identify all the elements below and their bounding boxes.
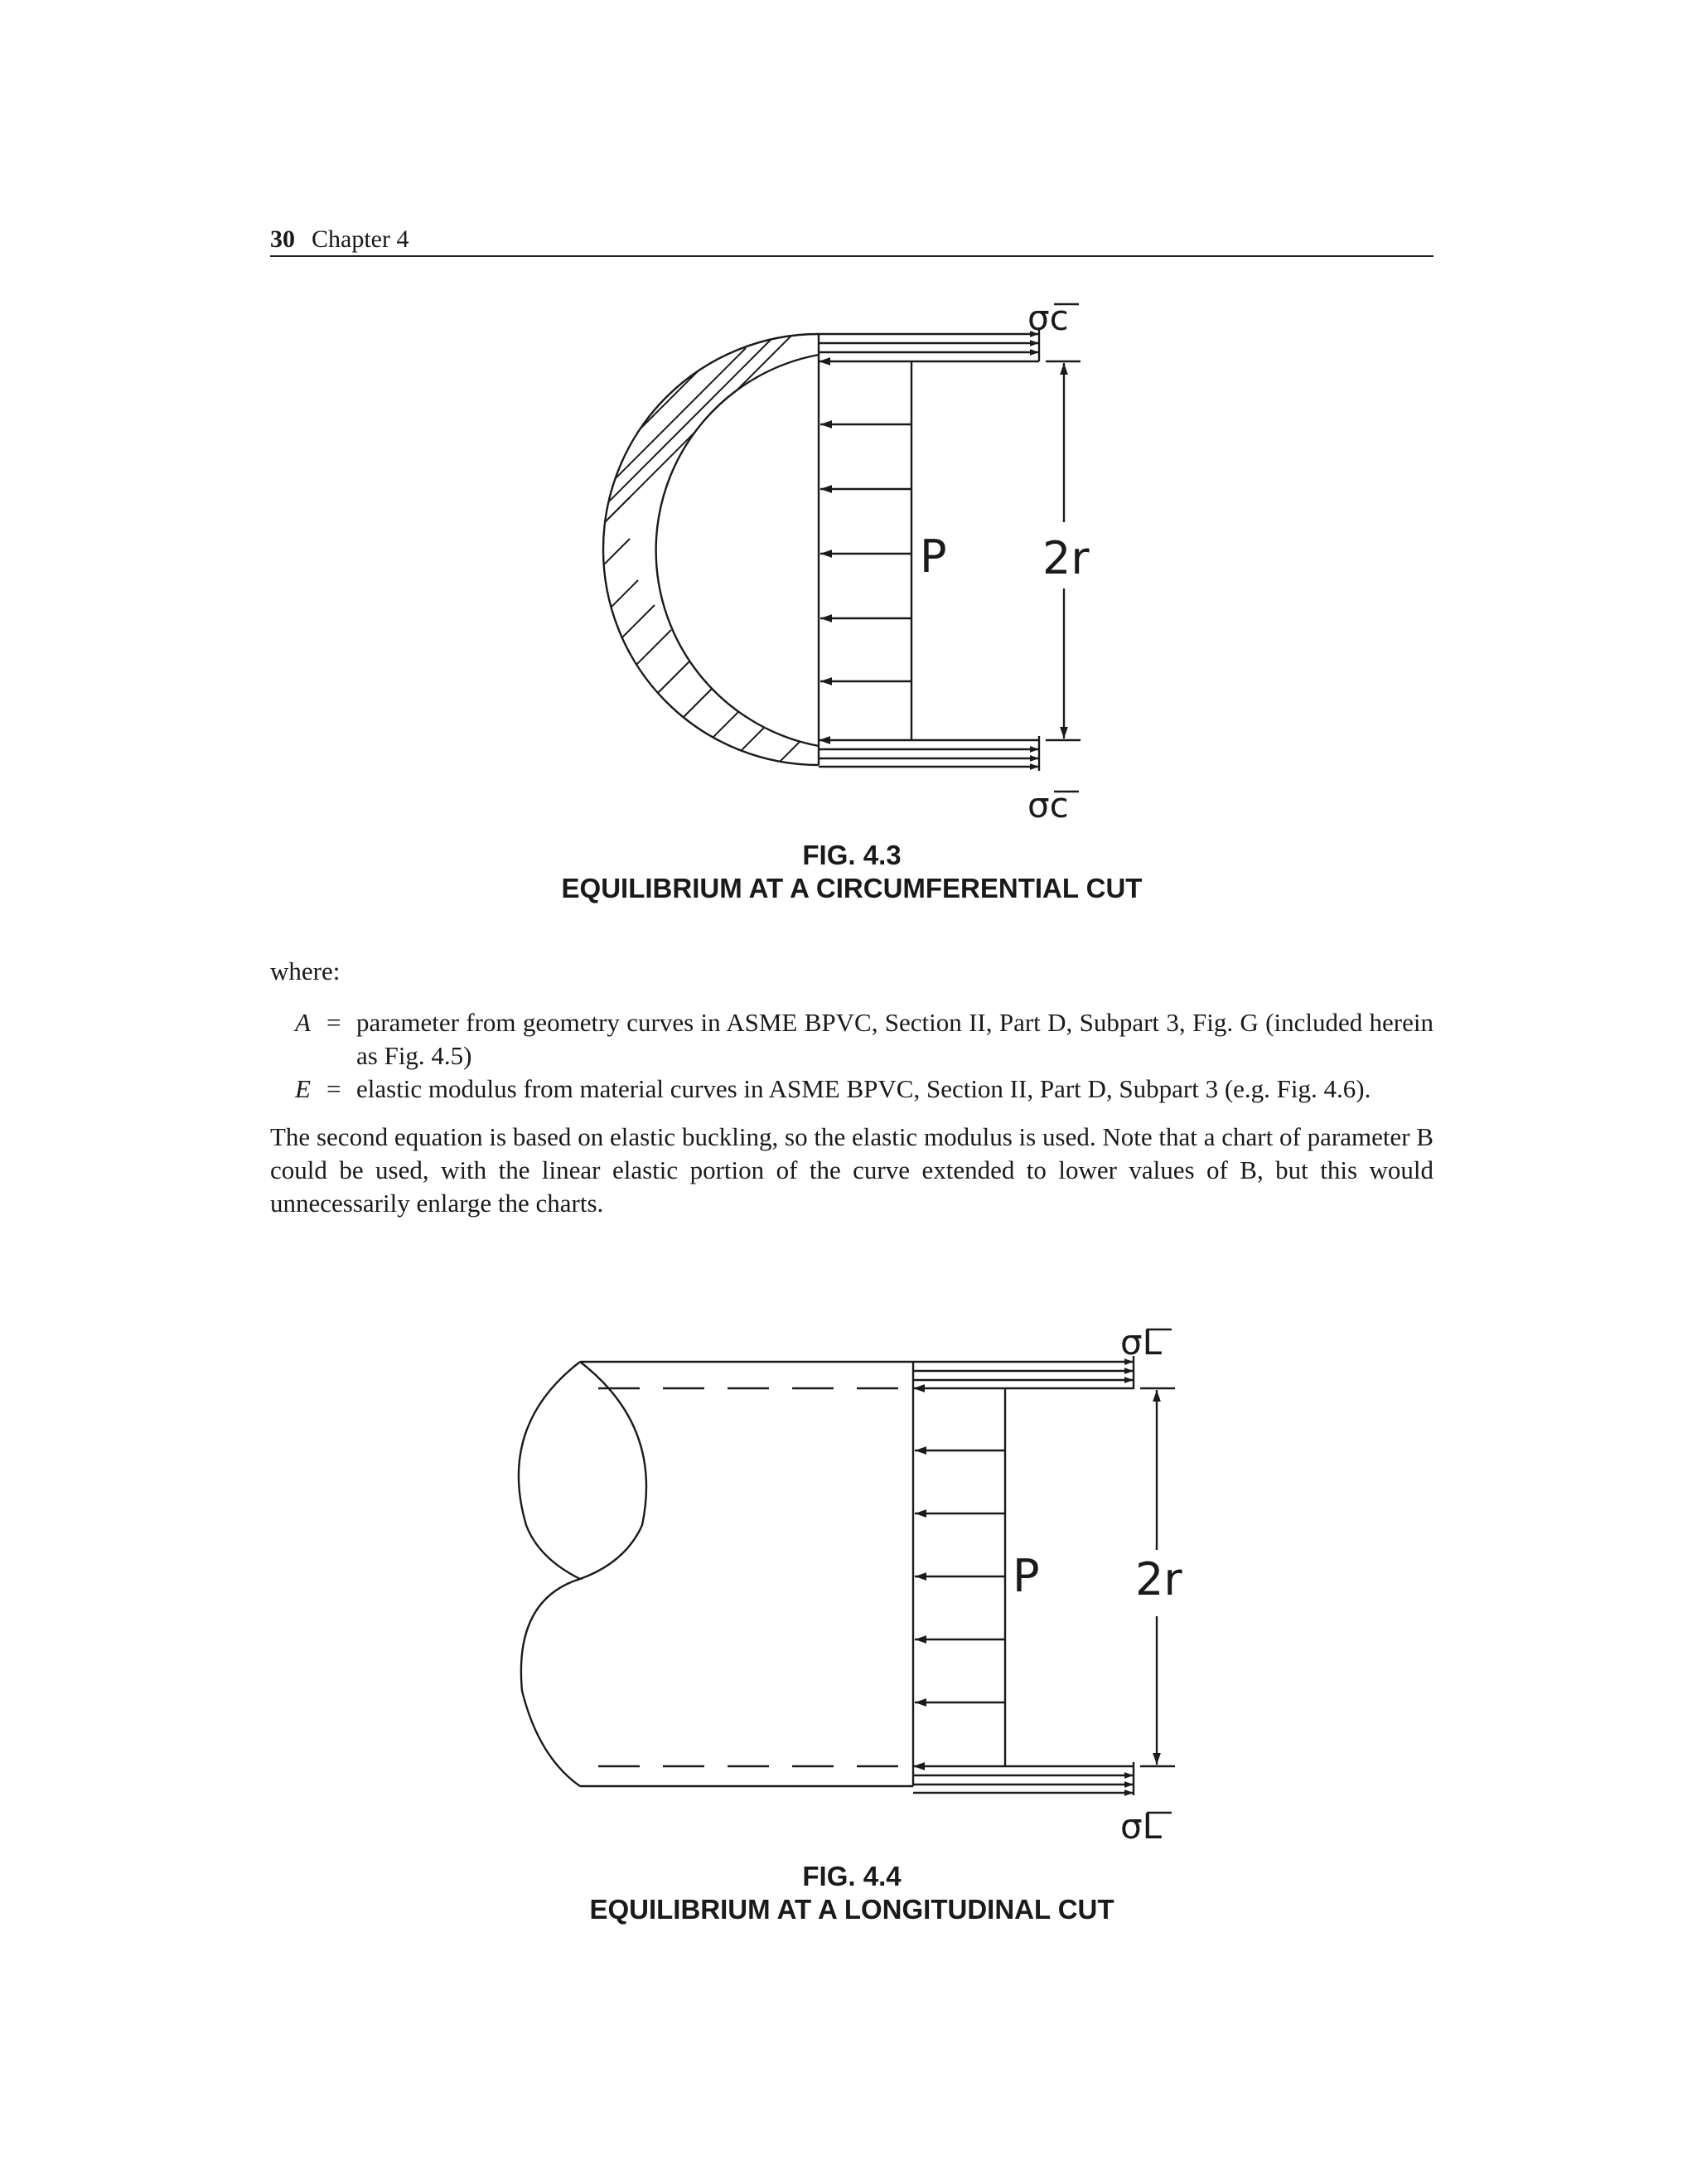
where-label: where: bbox=[270, 956, 341, 985]
diameter-label: 2r bbox=[1135, 1553, 1182, 1605]
fig-4-3-caption bbox=[270, 839, 1434, 905]
fig-4-3-number: FIG. 4.3 bbox=[802, 840, 902, 870]
sigma-c-top-label: σc bbox=[1027, 298, 1069, 338]
fig-4-3-diagram bbox=[0, 0, 1697, 829]
shell-hatching bbox=[539, 315, 812, 775]
definition-equals: = bbox=[326, 1074, 341, 1103]
stress-arrows-bottom bbox=[913, 1762, 1134, 1795]
stress-arrows-top bbox=[819, 327, 1039, 361]
definition-a bbox=[270, 1006, 1434, 1073]
definition-equals: = bbox=[326, 1008, 341, 1037]
chapter-label: Chapter 4 bbox=[312, 225, 409, 253]
definition-symbol: A bbox=[295, 1008, 311, 1037]
fig-4-4-title: EQUILIBRIUM AT A LONGITUDINAL CUT bbox=[589, 1894, 1114, 1925]
definition-symbol: E bbox=[295, 1074, 311, 1103]
stress-arrows-top bbox=[913, 1356, 1134, 1389]
definition-text: elastic modulus from material curves in ASME BPVC, Section II, Part D, Subpart 3 (e.g. Fig. 4.6). bbox=[356, 1074, 1371, 1103]
pressure-label: P bbox=[920, 530, 947, 583]
sigma-l-bottom-label: σL bbox=[1120, 1806, 1163, 1847]
pipe-break-line bbox=[519, 1362, 580, 1786]
body-paragraph: The second equation is based on elastic buckling, so the elastic modulus is used. Note that a chart of parameter B could be used, with the linear elastic portion of the curve extended to lower values of B, but this would unnecessarily enlarge the charts. bbox=[270, 1122, 1434, 1218]
sigma-c-bottom-label: σc bbox=[1027, 785, 1069, 826]
pressure-label: P bbox=[1013, 1550, 1040, 1602]
definition-e bbox=[270, 1073, 1434, 1106]
fig-4-4-number: FIG. 4.4 bbox=[802, 1861, 902, 1891]
definition-text: parameter from geometry curves in ASME BPVC, Section II, Part D, Subpart 3, Fig. G (included herein as Fig. 4.5) bbox=[356, 1008, 1434, 1070]
pressure-arrows bbox=[915, 1450, 1005, 1702]
fig-4-4-diagram bbox=[0, 1243, 1697, 1857]
sigma-l-top-label: σL bbox=[1120, 1322, 1163, 1363]
stress-arrows-bottom bbox=[819, 736, 1039, 771]
page-number: 30 bbox=[270, 225, 295, 253]
diameter-label: 2r bbox=[1042, 532, 1090, 584]
fig-4-4-caption bbox=[270, 1860, 1434, 1926]
fig-4-3-title: EQUILIBRIUM AT A CIRCUMFERENTIAL CUT bbox=[561, 873, 1143, 903]
pressure-arrows bbox=[820, 424, 911, 681]
